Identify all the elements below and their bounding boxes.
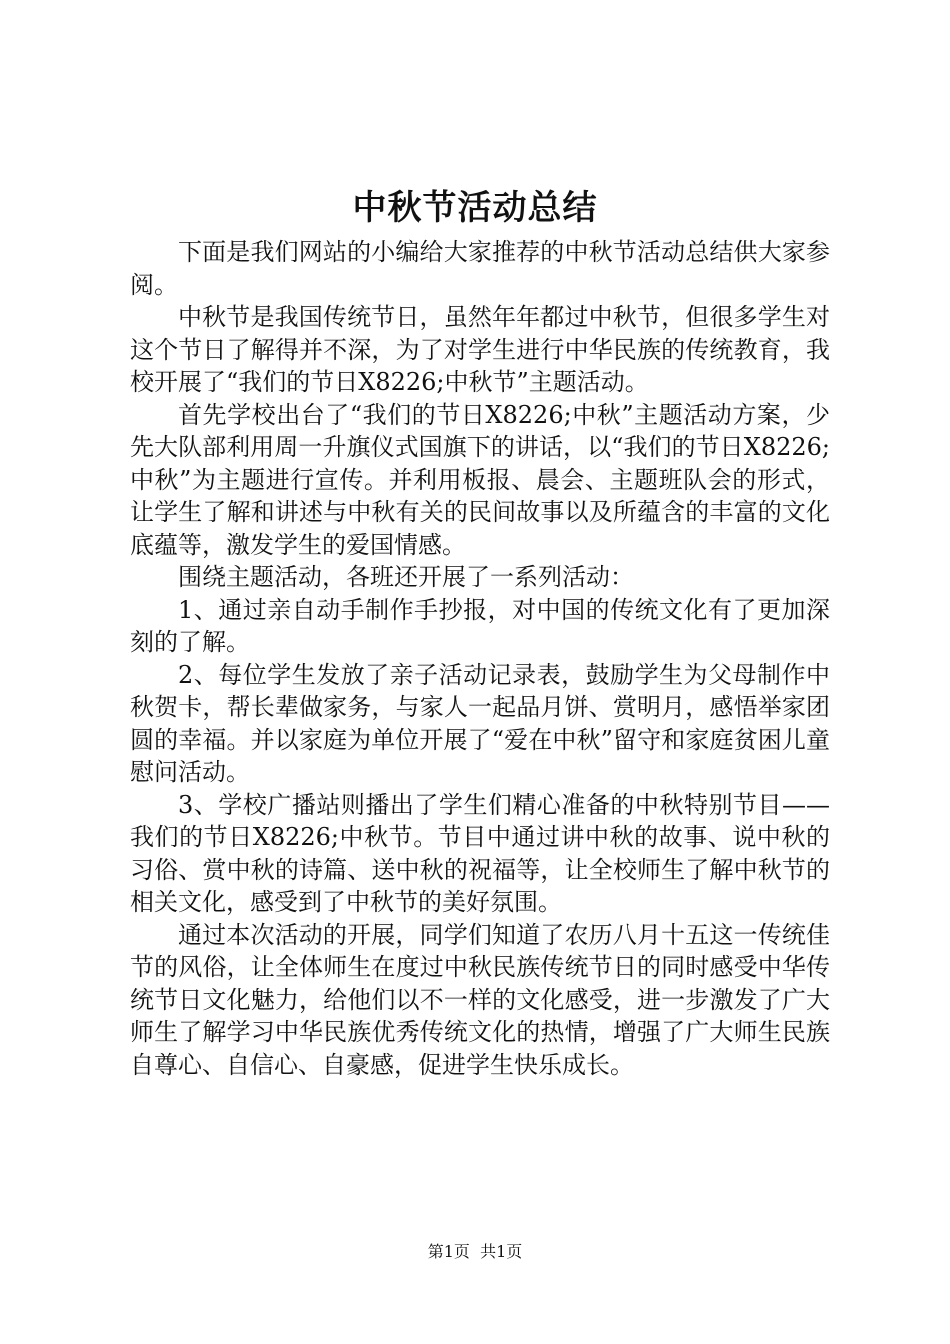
document-title: 中秋节活动总结 bbox=[352, 188, 598, 228]
paragraph-activities-intro: 围绕主题活动，各班还开展了一系列活动： bbox=[178, 563, 634, 591]
page-number: 第1页 bbox=[427, 1242, 470, 1261]
paragraph-activity-3: 3、学校广播站则播出了学生们精心准备的中秋特别节目——我们的节日X8226;中秋节。节目中通过讲中秋的故事、说中秋的习俗、赏中秋的诗篇、送中秋的祝福等，让全校师生了解中秋节的相关文化，感受到了中秋节的美好氛围。 bbox=[130, 790, 830, 916]
paragraph-conclusion: 通过本次活动的开展，同学们知道了农历八月十五这一传统佳节的风俗，让全体师生在度过中秋民族传统节日的同时感受中华传统节日文化魅力，给他们以不一样的文化感受，进一步激发了广大师生了解学习中华民族优秀传统文化的热情，增强了广大师生民族自尊心、自信心、自豪感，促进学生快乐成长。 bbox=[130, 920, 830, 1079]
paragraph-activity-2: 2、每位学生发放了亲子活动记录表，鼓励学生为父母制作中秋贺卡，帮长辈做家务，与家人一起品月饼、赏明月，感悟举家团圆的幸福。并以家庭为单位开展了“爱在中秋”留守和家庭贫困儿童慰问活动。 bbox=[130, 660, 830, 786]
paragraph-plan: 首先学校出台了“我们的节日X8226;中秋”主题活动方案，少先大队部利用周一升旗仪式国旗下的讲话，以“我们的节日X8226;中秋”为主题进行宣传。并利用板报、晨会、主题班队会的形式，让学生了解和讲述与中秋有关的民间故事以及所蕴含的丰富的文化底蕴等，激发学生的爱国情感。 bbox=[130, 400, 830, 559]
paragraph-intro: 下面是我们网站的小编给大家推荐的中秋节活动总结供大家参阅。 bbox=[130, 238, 830, 299]
page-total: 共1页 bbox=[480, 1242, 523, 1261]
paragraph-background: 中秋节是我国传统节日，虽然年年都过中秋节，但很多学生对这个节日了解得并不深，为了对学生进行中华民族的传统教育，我校开展了“我们的节日X8226;中秋节”主题活动。 bbox=[130, 303, 830, 396]
paragraph-activity-1: 1、通过亲自动手制作手抄报，对中国的传统文化有了更加深刻的了解。 bbox=[130, 595, 830, 656]
page-footer bbox=[0, 1240, 950, 1264]
footer-separator bbox=[470, 1242, 480, 1261]
document-body bbox=[130, 236, 830, 1081]
